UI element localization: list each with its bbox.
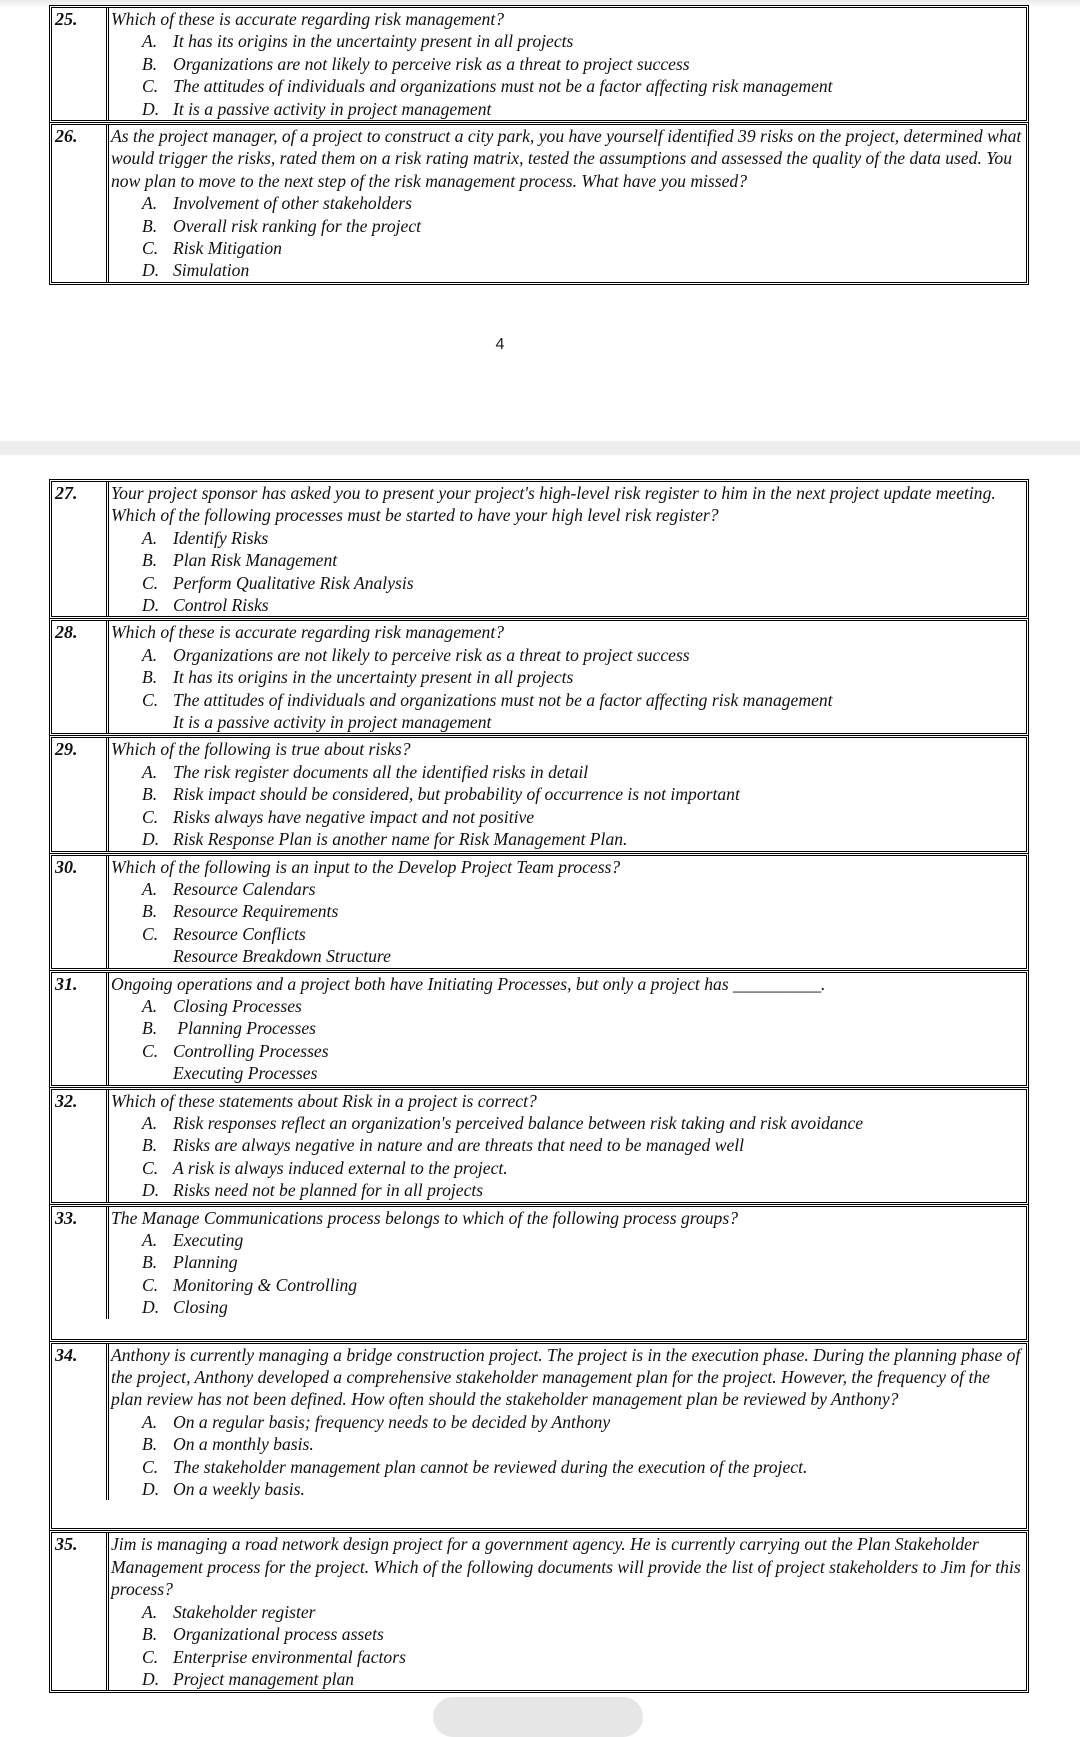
question-number: 32.: [52, 1090, 109, 1202]
answer-option: [111, 98, 1024, 120]
answer-option: [111, 1062, 1024, 1084]
answer-option: [111, 1179, 1024, 1201]
option-letter: D.: [142, 1479, 160, 1500]
option-text: Monitoring & Controlling: [173, 1274, 358, 1295]
question-body: [109, 125, 1026, 282]
question-row: [49, 1530, 1029, 1693]
answer-option: [111, 1668, 1024, 1690]
question-text: Which of the following is true about risks?: [111, 739, 411, 760]
option-letter: C.: [142, 689, 159, 710]
option-text: It has its origins in the uncertainty present in all projects: [173, 31, 574, 52]
question-body: [109, 1344, 1026, 1501]
option-letter: A.: [142, 193, 158, 214]
option-letter: C.: [142, 238, 159, 259]
option-letter: B.: [142, 901, 158, 922]
answer-option: [111, 1623, 1024, 1645]
answer-option: [111, 1112, 1024, 1134]
question-text: As the project manager, of a project to construct a city park, you have yourself identified 39 risks on the project, determined what would trigger the risks, rated them on a risk rating matrix, tested the assumptions and assessed the quality of the data used. You now plan to move to the next step of the risk management process. What have you missed?: [111, 126, 1022, 191]
option-letter: C.: [142, 923, 159, 944]
answer-option: [111, 1134, 1024, 1156]
question-body: [109, 1533, 1026, 1690]
option-text: Control Risks: [173, 595, 269, 616]
question-row: [49, 5, 1029, 123]
option-letter: B.: [142, 1434, 158, 1455]
option-text: Closing: [173, 1297, 228, 1318]
answer-option: [111, 1646, 1024, 1668]
option-letter: A.: [142, 31, 158, 52]
option-text: Planning Processes: [173, 1018, 317, 1039]
answer-option: [111, 995, 1024, 1017]
question-text: Which of these is accurate regarding risk management?: [111, 622, 505, 643]
question-body: [109, 1207, 1026, 1319]
answer-option: [111, 1157, 1024, 1179]
option-letter: D.: [142, 1297, 160, 1318]
answer-options: [111, 1229, 1024, 1319]
question-body: [109, 856, 1026, 968]
question-row: [49, 122, 1029, 285]
option-text: A risk is always induced external to the project.: [173, 1157, 508, 1178]
answer-options: [111, 1601, 1024, 1691]
option-letter: A.: [142, 1230, 158, 1250]
option-text: Planning: [173, 1252, 238, 1273]
answer-option: [111, 945, 1024, 967]
question-body: [109, 482, 1026, 616]
option-letter: C.: [142, 806, 159, 827]
option-letter: A.: [142, 995, 158, 1016]
option-letter: B.: [142, 1252, 158, 1273]
answer-option: [111, 689, 1024, 711]
option-text: Simulation: [173, 260, 250, 281]
answer-option: [111, 761, 1024, 783]
page-number: 4: [495, 336, 505, 353]
option-letter: A.: [142, 761, 158, 782]
answer-option: [111, 1251, 1024, 1273]
question-text: Which of these is accurate regarding risk management?: [111, 9, 505, 29]
answer-option: [111, 192, 1024, 214]
option-letter: C.: [142, 1274, 159, 1295]
answer-options: [111, 761, 1024, 851]
option-text: It is a passive activity in project management: [173, 712, 492, 733]
option-text: It has its origins in the uncertainty present in all projects: [173, 667, 574, 688]
question-body: [109, 738, 1026, 850]
answer-option: [111, 900, 1024, 922]
question-row: [49, 970, 1029, 1088]
option-letter: D.: [142, 98, 160, 119]
answer-options: [111, 192, 1024, 282]
question-row: [49, 735, 1029, 853]
option-text: Enterprise environmental factors: [173, 1646, 406, 1667]
answer-option: [111, 594, 1024, 616]
option-text: Controlling Processes: [173, 1040, 329, 1061]
question-body: [109, 8, 1026, 120]
answer-option: [111, 30, 1024, 52]
answer-option: [111, 1296, 1024, 1318]
question-number: 33.: [52, 1207, 109, 1319]
option-text: Project management plan: [173, 1668, 355, 1689]
option-letter: B.: [142, 215, 158, 236]
option-letter: C.: [142, 1646, 159, 1667]
answer-option: [111, 666, 1024, 688]
answer-option: [111, 1478, 1024, 1500]
option-letter: B.: [142, 550, 158, 571]
option-letter: B.: [142, 667, 158, 688]
answer-option: [111, 878, 1024, 900]
option-text: Risks need not be planned for in all projects: [173, 1180, 484, 1201]
option-text: The attitudes of individuals and organizations must not be a factor affecting risk management: [173, 76, 833, 97]
question-text: Anthony is currently managing a bridge construction project. The project is in the execution phase. During the planning phase of the project, Anthony developed a comprehensive stakeholder management plan for the project. However, the frequency of the plan review has not been defined. How often should the stakeholder management plan be reviewed by Anthony?: [111, 1344, 1021, 1410]
option-text: The attitudes of individuals and organizations must not be a factor affecting risk management: [173, 689, 833, 710]
option-letter: C.: [142, 1040, 159, 1061]
option-letter: A.: [142, 1112, 158, 1133]
option-text: Identify Risks: [173, 527, 269, 548]
question-table-top: [49, 6, 1029, 285]
document-page-top: [0, 0, 1080, 448]
answer-option: [111, 572, 1024, 594]
option-letter: C.: [142, 572, 159, 593]
option-letter: A.: [142, 527, 158, 548]
question-text: Which of the following is an input to the Develop Project Team process?: [111, 856, 621, 877]
option-text: Resource Breakdown Structure: [173, 946, 391, 967]
answer-option: [111, 1433, 1024, 1455]
option-text: Plan Risk Management: [173, 550, 338, 571]
question-row: [49, 618, 1029, 736]
option-text: Risks always have negative impact and not positive: [173, 806, 535, 827]
option-letter: A.: [142, 644, 158, 665]
option-text: On a regular basis; frequency needs to be decided by Anthony: [173, 1411, 611, 1432]
option-text: Stakeholder register: [173, 1601, 316, 1622]
answer-options: [111, 30, 1024, 120]
question-body: [109, 1090, 1026, 1202]
option-text: Risk Response Plan is another name for Risk Management Plan.: [173, 829, 628, 850]
option-text: Organizations are not likely to perceive risk as a threat to project success: [173, 53, 690, 74]
answer-option: [111, 711, 1024, 733]
answer-option: [111, 53, 1024, 75]
answer-option: [111, 1274, 1024, 1296]
answer-option: [111, 1040, 1024, 1062]
option-text: On a weekly basis.: [173, 1479, 305, 1500]
answer-option: [111, 1229, 1024, 1251]
option-text: Perform Qualitative Risk Analysis: [173, 572, 414, 593]
question-text: Ongoing operations and a project both have Initiating Processes, but only a project has __________.: [111, 973, 826, 994]
question-text: Jim is managing a road network design project for a government agency. He is currently carrying out the Plan Stakeholder Management process for the project. Which of the following documents will provide the list of project stakeholders to Jim for this process?: [111, 1534, 1021, 1600]
option-text: Organizations are not likely to perceive risk as a threat to project success: [173, 644, 690, 665]
option-letter: D.: [142, 829, 160, 850]
option-text: Risk Mitigation: [173, 238, 282, 259]
question-row: [49, 853, 1029, 971]
answer-options: [111, 878, 1024, 968]
question-row: [49, 479, 1029, 619]
question-number: 26.: [52, 125, 109, 282]
option-letter: A.: [142, 878, 158, 899]
question-number: 35.: [52, 1533, 109, 1690]
answer-option: [111, 644, 1024, 666]
option-letter: A.: [142, 1601, 158, 1622]
option-letter: D.: [142, 260, 160, 281]
option-letter: C.: [142, 1456, 159, 1477]
question-table-bottom: [49, 480, 1029, 1693]
answer-options: [111, 995, 1024, 1085]
option-text: Closing Processes: [173, 995, 302, 1016]
answer-option: [111, 1411, 1024, 1433]
option-text: Resource Requirements: [173, 901, 339, 922]
option-letter: B.: [142, 1624, 158, 1645]
option-letter: C.: [142, 1157, 159, 1178]
answer-option: [111, 923, 1024, 945]
document-page-bottom: [0, 455, 1080, 1715]
question-number: 31.: [52, 973, 109, 1085]
question-number: 25.: [52, 8, 109, 120]
option-text: Involvement of other stakeholders: [173, 193, 412, 214]
option-letter: B.: [142, 784, 158, 805]
answer-option: [111, 806, 1024, 828]
answer-option: [111, 1456, 1024, 1478]
question-number: 30.: [52, 856, 109, 968]
option-text: Risk responses reflect an organization's perceived balance between risk taking and risk avoidance: [173, 1112, 864, 1133]
answer-option: [111, 1601, 1024, 1623]
option-letter: C.: [142, 76, 159, 97]
option-letter: A.: [142, 1411, 158, 1432]
option-text: Risks are always negative in nature and are threats that need to be managed well: [173, 1135, 745, 1156]
question-row: [49, 1341, 1029, 1532]
question-row: [49, 1204, 1029, 1342]
option-text: The risk register documents all the identified risks in detail: [173, 761, 589, 782]
answer-options: [111, 644, 1024, 734]
option-text: Executing Processes: [173, 1063, 318, 1084]
question-text: The Manage Communications process belongs to which of the following process groups?: [111, 1207, 738, 1228]
question-number: 34.: [52, 1344, 109, 1501]
option-text: Risk impact should be considered, but probability of occurrence is not important: [173, 784, 740, 805]
option-letter: D.: [142, 1180, 160, 1201]
option-text: Resource Calendars: [173, 878, 316, 899]
answer-options: [111, 1112, 1024, 1202]
answer-options: [111, 1411, 1024, 1501]
option-letter: B.: [142, 1018, 158, 1039]
answer-option: [111, 527, 1024, 549]
option-letter: B.: [142, 53, 158, 74]
question-number: 29.: [52, 738, 109, 850]
option-letter: D.: [142, 1668, 160, 1689]
answer-option: [111, 259, 1024, 281]
option-letter: B.: [142, 1135, 158, 1156]
option-letter: D.: [142, 595, 160, 616]
page-separator: [0, 441, 1080, 455]
question-number: 27.: [52, 482, 109, 616]
answer-option: [111, 549, 1024, 571]
answer-option: [111, 75, 1024, 97]
option-text: Resource Conflicts: [173, 923, 306, 944]
answer-option: [111, 1017, 1024, 1039]
option-text: It is a passive activity in project management: [173, 98, 492, 119]
option-text: Executing: [173, 1230, 244, 1250]
option-text: Overall risk ranking for the project: [173, 215, 422, 236]
option-text: On a monthly basis.: [173, 1434, 314, 1455]
question-body: [109, 973, 1026, 1085]
scroll-indicator[interactable]: [433, 1697, 643, 1737]
question-row: [49, 1087, 1029, 1205]
question-text: Your project sponsor has asked you to present your project's high-level risk register to him in the next project update meeting. Which of the following processes must be started to have your high level risk register?: [111, 483, 996, 526]
option-text: Organizational process assets: [173, 1624, 384, 1645]
question-body: [109, 621, 1026, 733]
answer-option: [111, 783, 1024, 805]
answer-option: [111, 215, 1024, 237]
answer-option: [111, 237, 1024, 259]
option-text: The stakeholder management plan cannot be reviewed during the execution of the project.: [173, 1456, 808, 1477]
question-text: Which of these statements about Risk in a project is correct?: [111, 1090, 537, 1111]
answer-option: [111, 828, 1024, 850]
question-number: 28.: [52, 621, 109, 733]
answer-options: [111, 527, 1024, 617]
